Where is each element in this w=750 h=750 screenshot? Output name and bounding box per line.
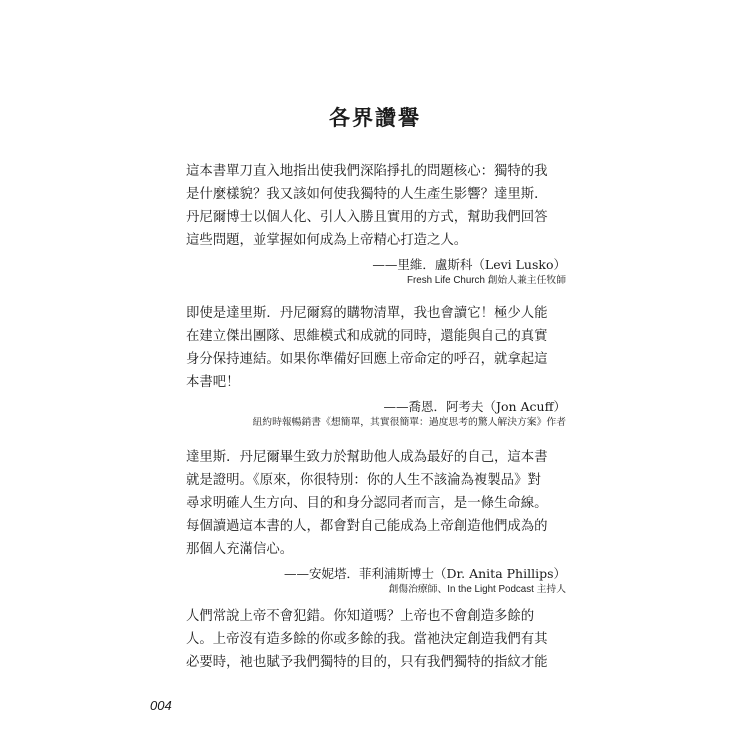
text-line: 丹尼爾博士以個人化、引人入勝且實用的方式，幫助我們回答: [186, 210, 548, 225]
text-line: 必要時，祂也賦予我們獨特的目的，只有我們獨特的指紋才能: [186, 655, 548, 670]
text-line: 是什麼樣貌？我又該如何使我獨特的人生產生影響？達里斯．: [186, 187, 548, 202]
text-line: 這本書單刀直入地指出使我們深陷掙扎的問題核心：獨特的我: [186, 164, 548, 179]
endorsement-2-attribution: [253, 398, 567, 430]
endorsement-3-attribution: [284, 565, 566, 597]
text-line: 這些問題，並掌握如何成為上帝精心打造之人。: [186, 233, 468, 248]
text-line: 尋求明確人生方向、目的和身分認同者而言，是一條生命線。: [186, 496, 548, 511]
endorser-name: ——里維．盧斯科（Levi Lusko）: [372, 257, 566, 272]
endorsement-3-text: [186, 446, 566, 561]
text-line: 身分保持連結。如果你準備好回應上帝命定的呼召，就拿起這: [186, 352, 548, 367]
text-line: 在建立傑出團隊、思維模式和成就的同時，還能與自己的真實: [186, 329, 548, 344]
endorser-role: 創傷治療師、In the Light Podcast 主持人: [388, 584, 566, 595]
endorser-name: ——安妮塔．菲利浦斯博士（Dr. Anita Phillips）: [284, 566, 566, 581]
text-line: 即使是達里斯．丹尼爾寫的購物清單，我也會讀它！極少人能: [186, 306, 548, 321]
endorsement-1-text: [186, 160, 566, 252]
text-line: 那個人充滿信心。: [186, 542, 294, 557]
text-line: 本書吧！: [186, 375, 240, 390]
endorsement-1-attribution: [372, 256, 566, 288]
endorser-role: 紐約時報暢銷書《想簡單，其實很簡單：過度思考的驚人解決方案》作者: [252, 417, 566, 428]
text-line: 就是證明。《原來，你很特別：你的人生不該淪為複製品》對: [186, 473, 541, 488]
text-line: 人。上帝沒有造多餘的你或多餘的我。當祂決定創造我們有其: [186, 632, 548, 647]
body-paragraph: [186, 605, 566, 674]
page-title: 各界讚譽: [329, 105, 421, 130]
endorsement-2-text: [186, 302, 566, 394]
text-line: 每個讀過這本書的人，都會對自己能成為上帝創造他們成為的: [186, 519, 548, 534]
text-line: 人們常說上帝不會犯錯。你知道嗎？上帝也不會創造多餘的: [186, 609, 535, 624]
text-line: 達里斯．丹尼爾畢生致力於幫助他人成為最好的自己，這本書: [186, 450, 548, 465]
endorser-name: ——喬恩．阿考夫（Jon Acuff）: [383, 399, 566, 414]
endorser-role: Fresh Life Church 創始人兼主任牧師: [407, 275, 566, 286]
page-number: 004: [150, 698, 172, 713]
